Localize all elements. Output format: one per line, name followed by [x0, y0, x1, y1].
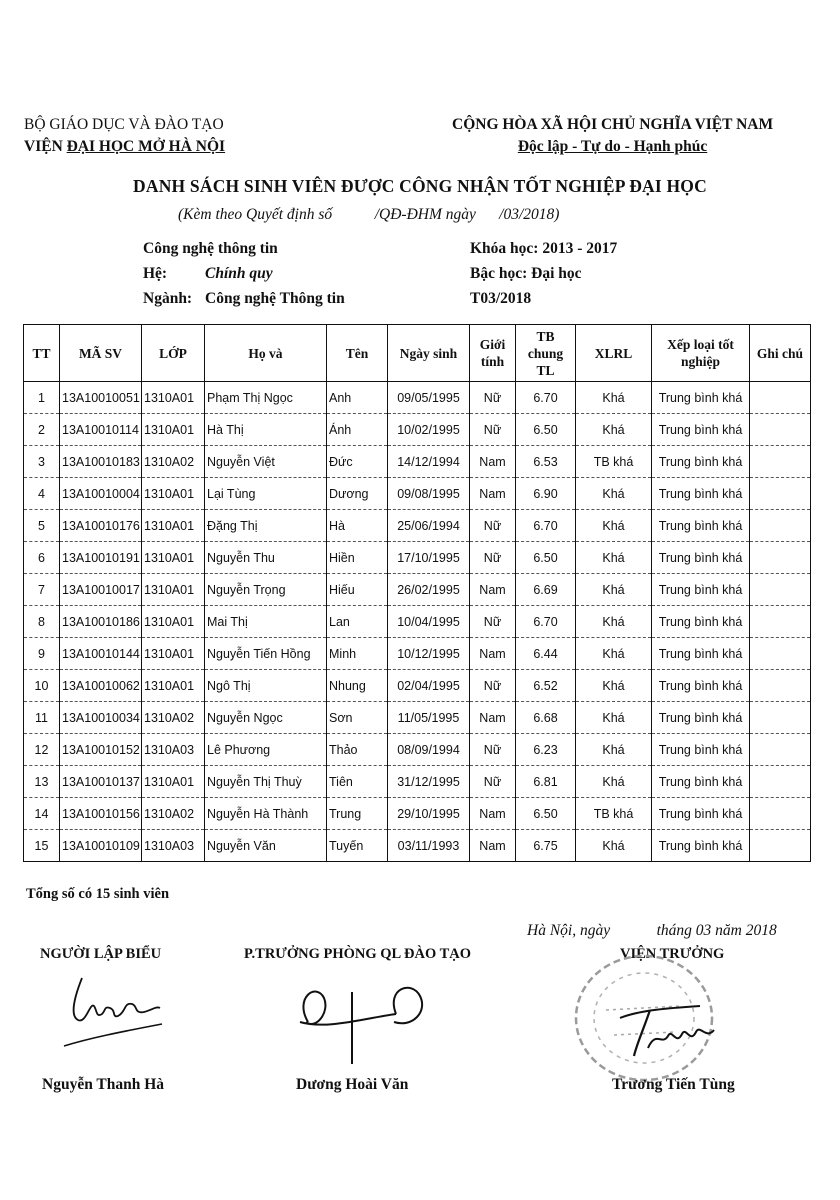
cell-tt: 10 — [24, 670, 60, 702]
cell-ho-va: Hà Thị — [205, 414, 327, 446]
cell-ho-va: Lại Tùng — [205, 478, 327, 510]
cell-lop: 1310A01 — [142, 606, 205, 638]
col-header-xep-loai — [652, 325, 750, 382]
col-header-ho-va: Họ và — [205, 325, 327, 382]
cell-ngay-sinh: 09/08/1995 — [388, 478, 470, 510]
signer2-title: P.TRƯỞNG PHÒNG QL ĐÀO TẠO — [244, 946, 472, 962]
cell-ghi-chu — [750, 638, 811, 670]
cell-ho-va: Nguyễn Thị Thuỳ — [205, 766, 327, 798]
cell-lop: 1310A03 — [142, 734, 205, 766]
cell-tb-chung: 6.70 — [516, 606, 576, 638]
table-body — [24, 382, 811, 862]
cell-xlrl: Khá — [576, 414, 652, 446]
col-header-ten: Tên — [327, 325, 388, 382]
cell-ho-va: Ngô Thị — [205, 670, 327, 702]
cell-tt: 8 — [24, 606, 60, 638]
cell-ten: Đức — [327, 446, 388, 478]
cell-ngay-sinh: 11/05/1995 — [388, 702, 470, 734]
cell-ghi-chu — [750, 382, 811, 414]
col-header-ma-sv: MÃ SV — [60, 325, 142, 382]
cell-gioi-tinh: Nữ — [470, 382, 516, 414]
cell-tt: 4 — [24, 478, 60, 510]
system-value: Chính quy — [205, 265, 273, 282]
cell-tb-chung: 6.53 — [516, 446, 576, 478]
col-header-xlrl: XLRL — [576, 325, 652, 382]
cell-ngay-sinh: 03/11/1993 — [388, 830, 470, 862]
table-row — [24, 766, 811, 798]
cell-lop: 1310A01 — [142, 414, 205, 446]
cell-gioi-tinh: Nữ — [470, 542, 516, 574]
cell-ma-sv: 13A10010152 — [60, 734, 142, 766]
cell-xlrl: Khá — [576, 830, 652, 862]
cell-tb-chung: 6.44 — [516, 638, 576, 670]
col-header-tb-chung-line1: TB chung — [527, 328, 564, 361]
cell-ho-va: Nguyễn Trọng — [205, 574, 327, 606]
cell-lop: 1310A01 — [142, 638, 205, 670]
cell-lop: 1310A01 — [142, 574, 205, 606]
cell-tb-chung: 6.70 — [516, 382, 576, 414]
cell-ngay-sinh: 08/09/1994 — [388, 734, 470, 766]
cell-xlrl: Khá — [576, 382, 652, 414]
table-row — [24, 446, 811, 478]
republic-block — [452, 114, 773, 158]
table-row — [24, 542, 811, 574]
cell-gioi-tinh: Nam — [470, 702, 516, 734]
cell-tb-chung: 6.75 — [516, 830, 576, 862]
cell-xep-loai: Trung bình khá — [652, 830, 750, 862]
cell-ten: Thảo — [327, 734, 388, 766]
cell-xlrl: Khá — [576, 510, 652, 542]
cell-ma-sv: 13A10010183 — [60, 446, 142, 478]
table-row — [24, 510, 811, 542]
cell-gioi-tinh: Nữ — [470, 734, 516, 766]
cell-tt: 9 — [24, 638, 60, 670]
cell-ma-sv: 13A10010186 — [60, 606, 142, 638]
cell-gioi-tinh: Nam — [470, 798, 516, 830]
cell-tb-chung: 6.68 — [516, 702, 576, 734]
cell-tt: 2 — [24, 414, 60, 446]
system-line — [143, 261, 345, 286]
cell-ghi-chu — [750, 766, 811, 798]
cell-ho-va: Nguyễn Việt — [205, 446, 327, 478]
cell-gioi-tinh: Nữ — [470, 510, 516, 542]
cell-tb-chung: 6.50 — [516, 798, 576, 830]
cell-ghi-chu — [750, 414, 811, 446]
cell-ho-va: Nguyễn Thu — [205, 542, 327, 574]
signature-vien-truong — [610, 1000, 740, 1070]
cell-ho-va: Đặng Thị — [205, 510, 327, 542]
cell-lop: 1310A01 — [142, 670, 205, 702]
cell-ten: Nhung — [327, 670, 388, 702]
cell-lop: 1310A01 — [142, 766, 205, 798]
signer3-title: VIỆN TRƯỞNG — [620, 946, 725, 962]
col-header-xep-loai-line2: nghiệp — [680, 354, 721, 369]
cell-ghi-chu — [750, 670, 811, 702]
cell-xlrl: Khá — [576, 606, 652, 638]
cell-lop: 1310A01 — [142, 510, 205, 542]
cell-lop: 1310A03 — [142, 830, 205, 862]
cell-ghi-chu — [750, 606, 811, 638]
cell-ma-sv: 13A10010034 — [60, 702, 142, 734]
cell-lop: 1310A02 — [142, 798, 205, 830]
cell-tt: 11 — [24, 702, 60, 734]
cell-ten: Tiên — [327, 766, 388, 798]
cell-ho-va: Nguyễn Văn — [205, 830, 327, 862]
cell-tt: 3 — [24, 446, 60, 478]
table-row — [24, 606, 811, 638]
cell-gioi-tinh: Nam — [470, 830, 516, 862]
cell-xep-loai: Trung bình khá — [652, 734, 750, 766]
cell-tb-chung: 6.90 — [516, 478, 576, 510]
cell-lop: 1310A02 — [142, 446, 205, 478]
cell-xep-loai: Trung bình khá — [652, 702, 750, 734]
table-row — [24, 478, 811, 510]
cell-ngay-sinh: 02/04/1995 — [388, 670, 470, 702]
signer1-title: NGƯỜI LẬP BIỂU — [40, 946, 162, 962]
cell-xep-loai: Trung bình khá — [652, 606, 750, 638]
system-label: Hệ: — [143, 265, 168, 282]
cell-ghi-chu — [750, 510, 811, 542]
cell-ten: Tuyến — [327, 830, 388, 862]
total-count: Tổng số có 15 sinh viên — [26, 886, 170, 902]
col-header-gioi-tinh — [470, 325, 516, 382]
cell-gioi-tinh: Nam — [470, 574, 516, 606]
cell-ghi-chu — [750, 702, 811, 734]
cell-tb-chung: 6.69 — [516, 574, 576, 606]
cell-ho-va: Nguyễn Hà Thành — [205, 798, 327, 830]
cell-ten: Dương — [327, 478, 388, 510]
signer1-name: Nguyễn Thanh Hà — [42, 1076, 165, 1093]
cell-ma-sv: 13A10010156 — [60, 798, 142, 830]
program-info-left — [143, 236, 345, 311]
cell-ngay-sinh: 10/02/1995 — [388, 414, 470, 446]
cell-ho-va: Nguyễn Ngọc — [205, 702, 327, 734]
cell-ghi-chu — [750, 478, 811, 510]
cell-ma-sv: 13A10010137 — [60, 766, 142, 798]
table-row — [24, 574, 811, 606]
institute-name: ĐẠI HỌC MỞ HÀ NỘI — [66, 138, 226, 155]
cell-tb-chung: 6.52 — [516, 670, 576, 702]
cell-ngay-sinh: 31/12/1995 — [388, 766, 470, 798]
cell-ten: Hiếu — [327, 574, 388, 606]
cell-ngay-sinh: 09/05/1995 — [388, 382, 470, 414]
national-motto: Độc lập - Tự do - Hạnh phúc — [517, 138, 708, 155]
cell-tb-chung: 6.81 — [516, 766, 576, 798]
cell-ma-sv: 13A10010109 — [60, 830, 142, 862]
cell-tt: 15 — [24, 830, 60, 862]
table-row — [24, 798, 811, 830]
cell-xlrl: Khá — [576, 574, 652, 606]
cell-ma-sv: 13A10010144 — [60, 638, 142, 670]
signer3-name: Trương Tiến Tùng — [612, 1076, 735, 1093]
cell-xep-loai: Trung bình khá — [652, 542, 750, 574]
cell-ten: Hà — [327, 510, 388, 542]
cell-ma-sv: 13A10010191 — [60, 542, 142, 574]
course-years: Khóa học: 2013 - 2017 — [470, 240, 618, 257]
cell-xlrl: Khá — [576, 670, 652, 702]
cell-lop: 1310A01 — [142, 478, 205, 510]
cell-ngay-sinh: 10/04/1995 — [388, 606, 470, 638]
table-header-row — [24, 325, 811, 382]
cell-xep-loai: Trung bình khá — [652, 574, 750, 606]
col-header-tb-chung — [516, 325, 576, 382]
cell-ngay-sinh: 26/02/1995 — [388, 574, 470, 606]
cell-gioi-tinh: Nữ — [470, 766, 516, 798]
cell-xep-loai: Trung bình khá — [652, 414, 750, 446]
table-row — [24, 830, 811, 862]
graduates-table — [23, 324, 811, 862]
signature-truong-phong — [286, 978, 446, 1068]
cell-lop: 1310A01 — [142, 542, 205, 574]
cell-ten: Anh — [327, 382, 388, 414]
cell-gioi-tinh: Nam — [470, 446, 516, 478]
table-row — [24, 670, 811, 702]
cell-tt: 12 — [24, 734, 60, 766]
cell-tt: 6 — [24, 542, 60, 574]
cell-ten: Hiền — [327, 542, 388, 574]
col-header-ngay-sinh: Ngày sinh — [388, 325, 470, 382]
cell-ten: Lan — [327, 606, 388, 638]
cell-tb-chung: 6.50 — [516, 542, 576, 574]
col-header-tb-chung-line2: TL — [536, 362, 555, 378]
cell-xep-loai: Trung bình khá — [652, 382, 750, 414]
cell-ghi-chu — [750, 734, 811, 766]
signing-date: Hà Nội, ngày tháng 03 năm 2018 — [527, 922, 777, 939]
decision-code: T03/2018 — [470, 290, 532, 307]
signer2-name: Dương Hoài Văn — [296, 1076, 409, 1093]
cell-ten: Ánh — [327, 414, 388, 446]
col-header-xep-loai-line1: Xếp loại tốt — [667, 337, 734, 352]
faculty-name: Công nghệ thông tin — [143, 240, 278, 257]
cell-xlrl: TB khá — [576, 446, 652, 478]
cell-xep-loai: Trung bình khá — [652, 638, 750, 670]
cell-ma-sv: 13A10010004 — [60, 478, 142, 510]
cell-ngay-sinh: 25/06/1994 — [388, 510, 470, 542]
cell-ma-sv: 13A10010017 — [60, 574, 142, 606]
program-info-right — [470, 236, 617, 311]
cell-ghi-chu — [750, 542, 811, 574]
cell-ma-sv: 13A10010114 — [60, 414, 142, 446]
cell-ho-va: Nguyễn Tiến Hồng — [205, 638, 327, 670]
cell-xep-loai: Trung bình khá — [652, 670, 750, 702]
cell-xlrl: Khá — [576, 702, 652, 734]
table-row — [24, 702, 811, 734]
cell-ma-sv: 13A10010062 — [60, 670, 142, 702]
cell-tt: 5 — [24, 510, 60, 542]
cell-gioi-tinh: Nữ — [470, 606, 516, 638]
cell-ten: Minh — [327, 638, 388, 670]
cell-ho-va: Mai Thị — [205, 606, 327, 638]
cell-ngay-sinh: 10/12/1995 — [388, 638, 470, 670]
cell-lop: 1310A01 — [142, 382, 205, 414]
cell-tt: 7 — [24, 574, 60, 606]
cell-xlrl: Khá — [576, 478, 652, 510]
table-row — [24, 734, 811, 766]
cell-gioi-tinh: Nữ — [470, 414, 516, 446]
institute-prefix: VIỆN — [24, 138, 67, 155]
col-header-ghi-chu: Ghi chú — [750, 325, 811, 382]
cell-ho-va: Lê Phương — [205, 734, 327, 766]
cell-xep-loai: Trung bình khá — [652, 478, 750, 510]
document-subtitle: (Kèm theo Quyết định số /QĐ-ĐHM ngày /03/2018) — [178, 206, 560, 223]
cell-tb-chung: 6.50 — [516, 414, 576, 446]
cell-xlrl: Khá — [576, 638, 652, 670]
cell-tt: 14 — [24, 798, 60, 830]
col-header-gioi-tinh-line1: Giới — [479, 337, 506, 352]
cell-xep-loai: Trung bình khá — [652, 766, 750, 798]
cell-tb-chung: 6.23 — [516, 734, 576, 766]
cell-xlrl: Khá — [576, 542, 652, 574]
cell-xep-loai: Trung bình khá — [652, 446, 750, 478]
cell-ngay-sinh: 14/12/1994 — [388, 446, 470, 478]
cell-ma-sv: 13A10010176 — [60, 510, 142, 542]
major-line — [143, 286, 345, 311]
cell-gioi-tinh: Nam — [470, 478, 516, 510]
cell-gioi-tinh: Nữ — [470, 670, 516, 702]
cell-xep-loai: Trung bình khá — [652, 798, 750, 830]
issuer-block — [24, 114, 225, 158]
major-value: Công nghệ Thông tin — [205, 290, 345, 307]
col-header-lop: LỚP — [142, 325, 205, 382]
cell-ghi-chu — [750, 830, 811, 862]
document-title: DANH SÁCH SINH VIÊN ĐƯỢC CÔNG NHẬN TỐT NGHIỆP ĐẠI HỌC — [133, 176, 707, 196]
cell-ngay-sinh: 17/10/1995 — [388, 542, 470, 574]
cell-ma-sv: 13A10010051 — [60, 382, 142, 414]
cell-lop: 1310A02 — [142, 702, 205, 734]
cell-xep-loai: Trung bình khá — [652, 510, 750, 542]
cell-xlrl: Khá — [576, 734, 652, 766]
col-header-tt: TT — [24, 325, 60, 382]
table-row — [24, 414, 811, 446]
col-header-gioi-tinh-line2: tính — [480, 354, 505, 369]
degree-level: Bậc học: Đại học — [470, 265, 582, 282]
cell-ghi-chu — [750, 574, 811, 606]
cell-tt: 1 — [24, 382, 60, 414]
signature-nguoi-lap-bieu — [60, 968, 180, 1048]
table-row — [24, 382, 811, 414]
republic-name: CỘNG HÒA XÃ HỘI CHỦ NGHĨA VIỆT NAM — [452, 116, 774, 133]
ministry-name: BỘ GIÁO DỤC VÀ ĐÀO TẠO — [24, 116, 224, 133]
cell-xlrl: Khá — [576, 766, 652, 798]
cell-ghi-chu — [750, 446, 811, 478]
cell-ten: Sơn — [327, 702, 388, 734]
cell-ghi-chu — [750, 798, 811, 830]
cell-gioi-tinh: Nam — [470, 638, 516, 670]
cell-ten: Trung — [327, 798, 388, 830]
cell-tt: 13 — [24, 766, 60, 798]
cell-tb-chung: 6.70 — [516, 510, 576, 542]
table-row — [24, 638, 811, 670]
cell-xlrl: TB khá — [576, 798, 652, 830]
major-label: Ngành: — [143, 290, 193, 307]
cell-ngay-sinh: 29/10/1995 — [388, 798, 470, 830]
institute-line — [24, 136, 225, 158]
cell-ho-va: Phạm Thị Ngọc — [205, 382, 327, 414]
